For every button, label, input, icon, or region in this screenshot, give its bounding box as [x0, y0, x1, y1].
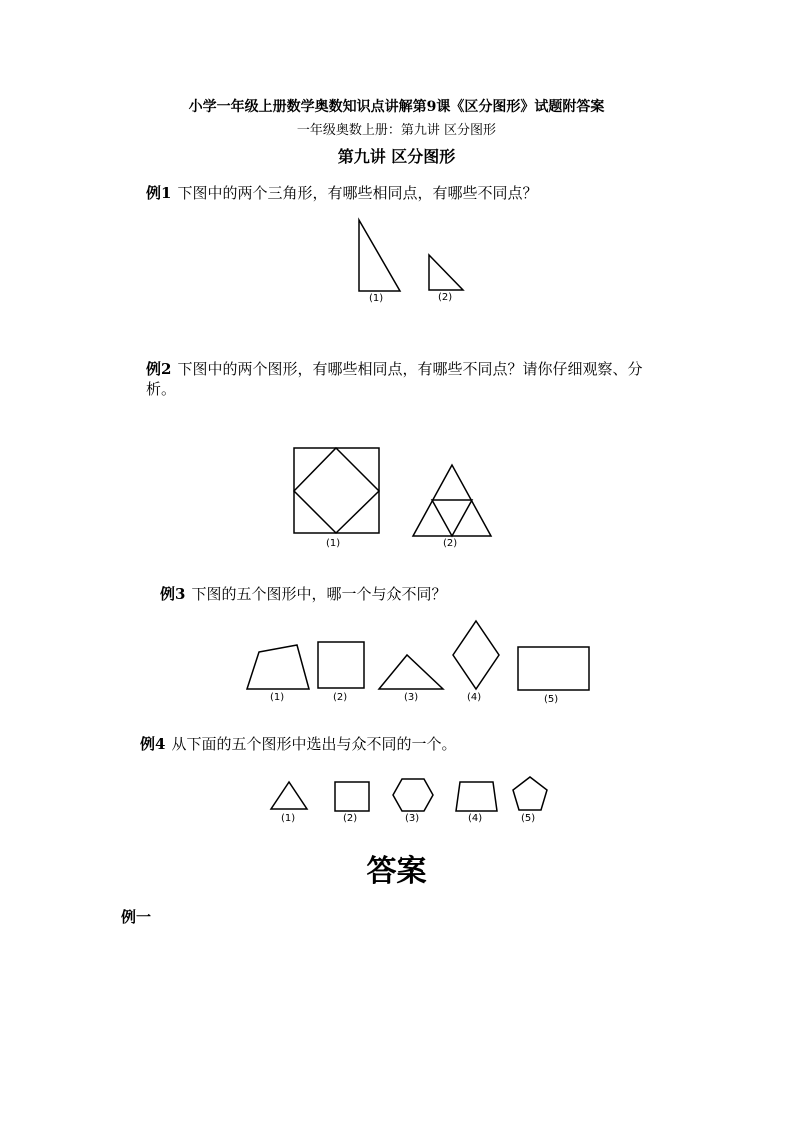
figure-label-2: (2): [343, 813, 358, 824]
example-1-label: 例1: [146, 184, 172, 202]
figure-label-2: (2): [438, 292, 453, 303]
figure-label-4: (4): [468, 813, 483, 824]
figure-label-1: (1): [326, 538, 341, 549]
figure-label-1: (1): [281, 813, 296, 824]
figure-label-4: (4): [467, 692, 482, 703]
example-1-text: 下图中的两个三角形，有哪些相同点，有哪些不同点？: [177, 184, 538, 202]
small-square-shape: [335, 782, 369, 811]
pentagon-shape: [513, 777, 547, 810]
example-3-label: 例3: [160, 585, 186, 603]
example-4-text: 从下面的五个图形中选出与众不同的一个。: [171, 735, 457, 753]
figure-label-3: (3): [405, 813, 420, 824]
document-subtitle: 一年级奥数上册：第九讲 区分图形: [296, 123, 497, 138]
figure-label-2: (2): [443, 538, 458, 549]
figure-label-1: (1): [270, 692, 285, 703]
answer-heading: 答案: [366, 854, 427, 889]
answer-example-1-label: 例一: [121, 908, 152, 926]
figure-label-5: (5): [544, 694, 559, 705]
example-2-text-line1: 下图中的两个图形，有哪些相同点，有哪些不同点？请你仔细观察、分: [177, 360, 643, 378]
example-3-text: 下图的五个图形中，哪一个与众不同？: [191, 585, 447, 603]
small-triangle-shape: [271, 782, 307, 809]
document-title: 小学一年级上册数学奥数知识点讲解第9课《区分图形》试题附答案: [188, 99, 605, 115]
example-2-text-line2: 析。: [146, 380, 177, 398]
figure-label-2: (2): [333, 692, 348, 703]
figure-label-3: (3): [404, 692, 419, 703]
example-2-label: 例2: [146, 360, 172, 378]
lecture-title: 第九讲 区分图形: [337, 147, 456, 166]
figure-label-1: (1): [369, 293, 384, 304]
hexagon-shape: [393, 779, 433, 811]
example-4-label: 例4: [140, 735, 166, 753]
figure-label-5: (5): [521, 813, 536, 824]
small-trapezoid-shape: [456, 782, 497, 811]
